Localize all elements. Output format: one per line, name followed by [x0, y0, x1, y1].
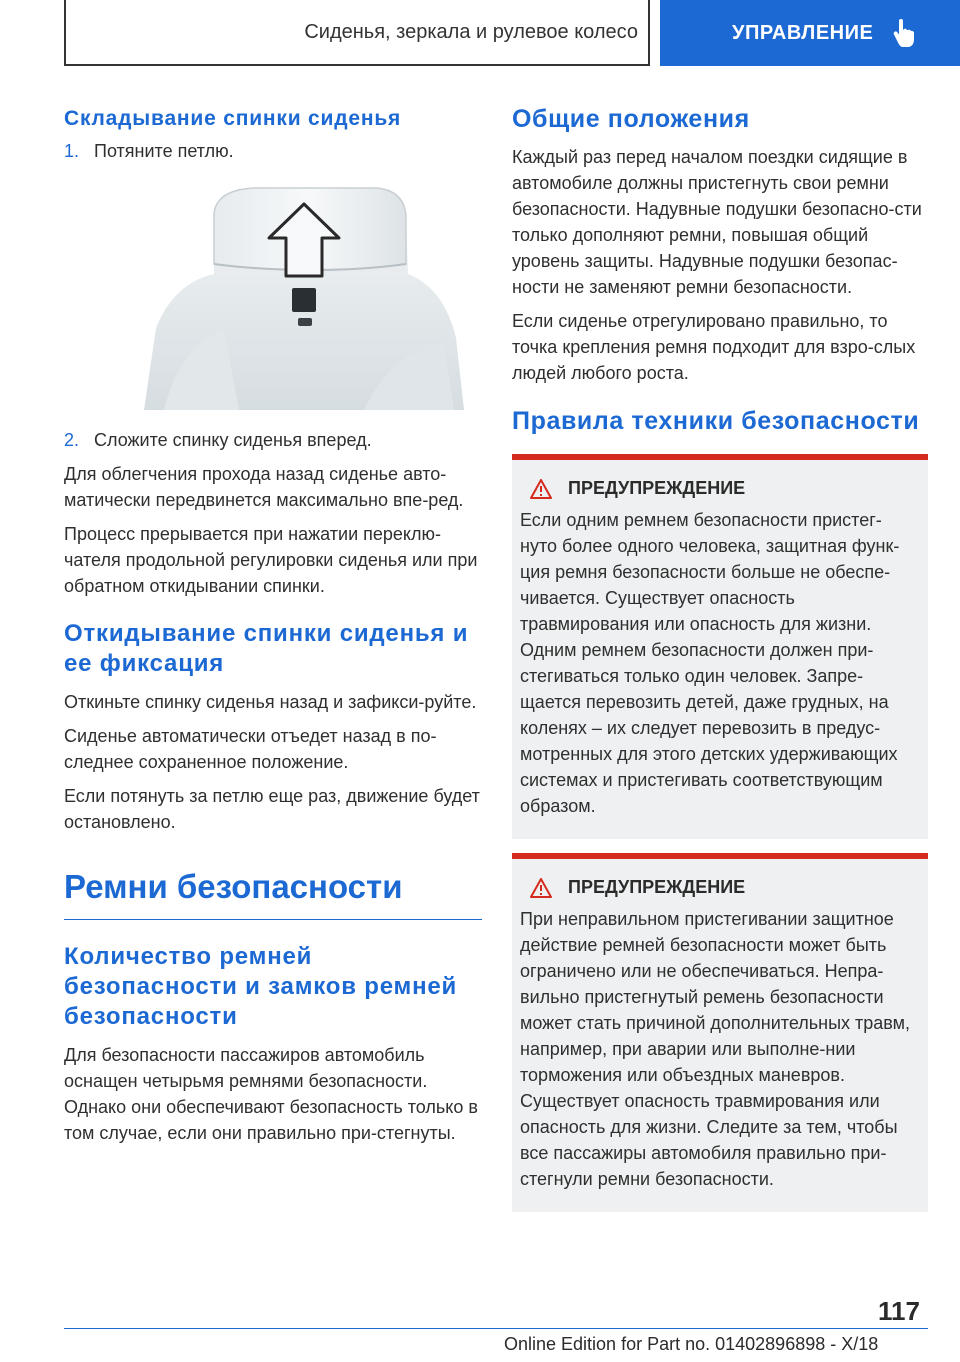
right-column — [512, 104, 928, 1212]
step-1 — [64, 138, 482, 164]
warning-triangle-icon — [530, 878, 552, 898]
warning-2-title-row — [520, 877, 918, 898]
step-2-number: 2. — [64, 430, 80, 450]
step-2 — [64, 427, 482, 453]
paragraph-return-position: Сиденье автоматически отъедет назад в по-следнее сохраненное положение. — [64, 726, 437, 772]
step-2-text: Сложите спинку сиденья вперед. — [94, 430, 372, 450]
seat-backrest-illustration — [64, 178, 482, 410]
step-1-number: 1. — [64, 141, 80, 161]
warning-1-title-row — [520, 478, 918, 499]
paragraph-general: Каждый раз перед началом поездки сидящие в автомобиле должны пристегнуть свои ремни безопасности. Надувные подушки безопасно-сти только дополняют ремни, повышая общий уровень защиты. Надувные подушки безопас-ности не заменяют ремни безопасности. — [512, 147, 922, 297]
paragraph-anchor-point: Если сиденье отрегулировано правильно, то точка крепления ремня подходит для взро-слых людей любого роста. — [512, 311, 916, 383]
paragraph-unfold: Откиньте спинку сиденья назад и зафикси-руйте. — [64, 692, 477, 712]
heading-seat-belts: Ремни безопасности — [64, 867, 482, 920]
left-column — [64, 106, 482, 1154]
heading-safety-rules: Правила техники безопасности — [512, 407, 920, 435]
warning-box-1 — [512, 454, 928, 839]
page-number: 117 — [878, 1296, 920, 1326]
paragraph-interrupt: Процесс прерывается при нажатии переклю-чателя продольной регулировки сиденья или при обратном откидывании спинки. — [64, 524, 478, 596]
header-section-box — [64, 0, 650, 66]
chapter-title: УПРАВЛЕНИЕ — [732, 21, 874, 44]
warning-2-title: ПРЕДУПРЕЖДЕНИЕ — [568, 877, 746, 897]
footer-edition: Online Edition for Part no. 01402896898 - X/18 — [504, 1334, 879, 1354]
heading-unfold-backrest: Откидывание спинки сиденья и ее фиксация — [64, 620, 469, 677]
heading-general: Общие положения — [512, 105, 750, 133]
paragraph-belt-count: Для безопасности пассажиров автомобиль оснащен четырьмя ремнями безопасности. Однако они обеспечивают безопасность только в том случае, если они правильно при-стегнуты. — [64, 1045, 478, 1143]
header-chapter-tab[interactable] — [660, 0, 960, 66]
paragraph-auto-move: Для облегчения прохода назад сиденье авто-матически передвинется максимально впе-ред. — [64, 464, 464, 510]
heading-fold-backrest: Складывание спинки сиденья — [64, 107, 402, 130]
section-title: Сиденья, зеркала и рулевое колесо — [304, 20, 638, 43]
hand-pointer-icon — [893, 19, 915, 47]
heading-belt-count: Количество ремней безопасности и замков ремней безопасности — [64, 943, 458, 1030]
warning-triangle-icon — [530, 479, 552, 499]
footer-divider — [64, 1328, 928, 1329]
paragraph-stop-motion: Если потянуть за петлю еще раз, движение будет остановлено. — [64, 786, 480, 832]
warning-box-2 — [512, 853, 928, 1212]
warning-1-title: ПРЕДУПРЕЖДЕНИЕ — [568, 478, 746, 498]
warning-2-text: При неправильном пристегивании защитное действие ремней безопасности может быть ограничено или не обеспечиваться. Непра-вильно пристегнутый ремень безопасности может стать причиной дополнительных травм, например, при аварии или выполне-нии торможения или объездных маневров. Существует опасность травмирования или опасность для жизни. Следите за тем, чтобы все пассажиры автомобиля правильно при-стегнули ремни безопасности. — [520, 909, 911, 1189]
step-1-text: Потяните петлю. — [94, 141, 234, 161]
warning-1-text: Если одним ремнем безопасности пристег-нуто более одного человека, защитная функ-ция ремня безопасности больше не обеспе-чивается. Существует опасность травмирования или опасность для жизни. Одним ремнем безопасности должен при-стегиваться только один человек. Запре-щается перевозить детей, даже грудных, на коленях – их следует перевозить в предус-мотренных для этого детских удерживающих системах и пристегивать соответствующим образом. — [520, 510, 900, 816]
